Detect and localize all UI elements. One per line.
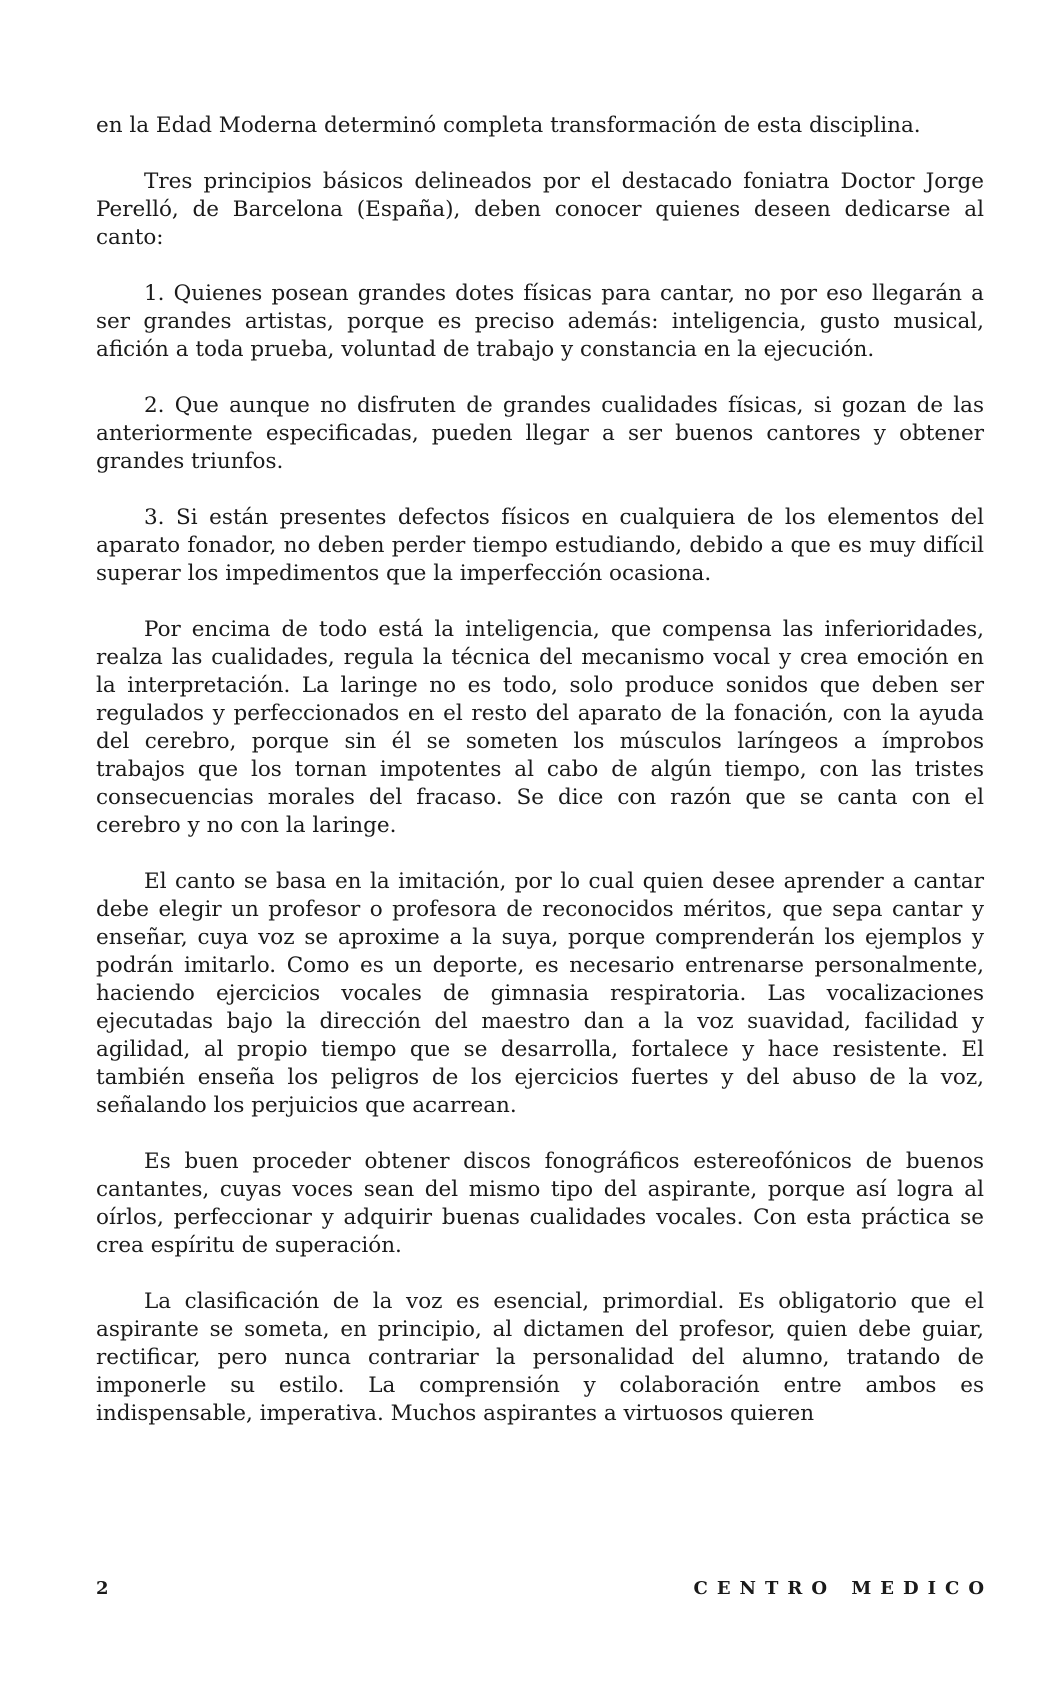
journal-name: CENTRO MEDICO — [693, 1578, 993, 1599]
paragraph-principle-3: 3. Si están presentes defectos físicos en cualquiera de los elementos del aparato fonador, no deben perder tiempo estudiando, debido a que es muy difícil superar los impedimentos que la imperfección ocasiona. — [96, 505, 984, 586]
paragraph-principles-intro: Tres principios básicos delineados por el destacado foniatra Doctor Jorge Perelló, de Barcelona (España), deben conocer quienes deseen dedicarse al canto: — [96, 169, 984, 250]
page-footer — [96, 1578, 993, 1599]
paragraph-records: Es buen proceder obtener discos fonográficos estereofónicos de buenos cantantes, cuyas voces sean del mismo tipo del aspirante, porque así logra al oírlos, perfeccionar y adquirir buenas cualidades vocales. Con esta práctica se crea espíritu de superación. — [96, 1149, 984, 1258]
page-number: 2 — [96, 1578, 109, 1599]
paragraph-principle-1: 1. Quienes posean grandes dotes físicas para cantar, no por eso llegarán a ser grandes artistas, porque es preciso además: inteligencia, gusto musical, afición a toda prueba, voluntad de trabajo y constancia en la ejecución. — [96, 281, 984, 362]
page-body — [96, 112, 984, 1428]
paragraph-intelligence: Por encima de todo está la inteligencia, que compensa las inferioridades, realza las cualidades, regula la técnica del mecanismo vocal y crea emoción en la interpretación. La laringe no es todo, solo produce sonidos que deben ser regulados y perfeccionados en el resto del aparato de la fonación, con la ayuda del cerebro, porque sin él se someten los músculos laríngeos a ímprobos trabajos que los tornan impotentes al cabo de algún tiempo, con las tristes consecuencias morales del fracaso. Se dice con razón que se canta con el cerebro y no con la laringe. — [96, 617, 984, 838]
paragraph-principle-2: 2. Que aunque no disfruten de grandes cualidades físicas, si gozan de las anteriormente especificadas, pueden llegar a ser buenos cantores y obtener grandes triunfos. — [96, 393, 984, 474]
paragraph-continuation: en la Edad Moderna determinó completa transformación de esta disciplina. — [96, 113, 921, 138]
paragraph-voice-classification: La clasificación de la voz es esencial, primordial. Es obligatorio que el aspirante se someta, en principio, al dictamen del profesor, quien debe guiar, rectificar, pero nunca contrariar la personalidad del alumno, tratando de imponerle su estilo. La comprensión y colaboración entre ambos es indispensable, imperativa. Muchos aspirantes a virtuosos quieren — [96, 1289, 984, 1426]
paragraph-imitation: El canto se basa en la imitación, por lo cual quien desee aprender a cantar debe elegir un profesor o profesora de reconocidos méritos, que sepa cantar y enseñar, cuya voz se aproxime a la suya, porque comprenderán los ejemplos y podrán imitarlo. Como es un deporte, es necesario entrenarse personalmente, haciendo ejercicios vocales de gimnasia respiratoria. Las vocalizaciones ejecutadas bajo la dirección del maestro dan a la voz suavidad, facilidad y agilidad, al propio tiempo que se desarrolla, fortalece y hace resistente. El también enseña los peligros de los ejercicios fuertes y del abuso de la voz, señalando los perjuicios que acarrean. — [96, 869, 984, 1118]
